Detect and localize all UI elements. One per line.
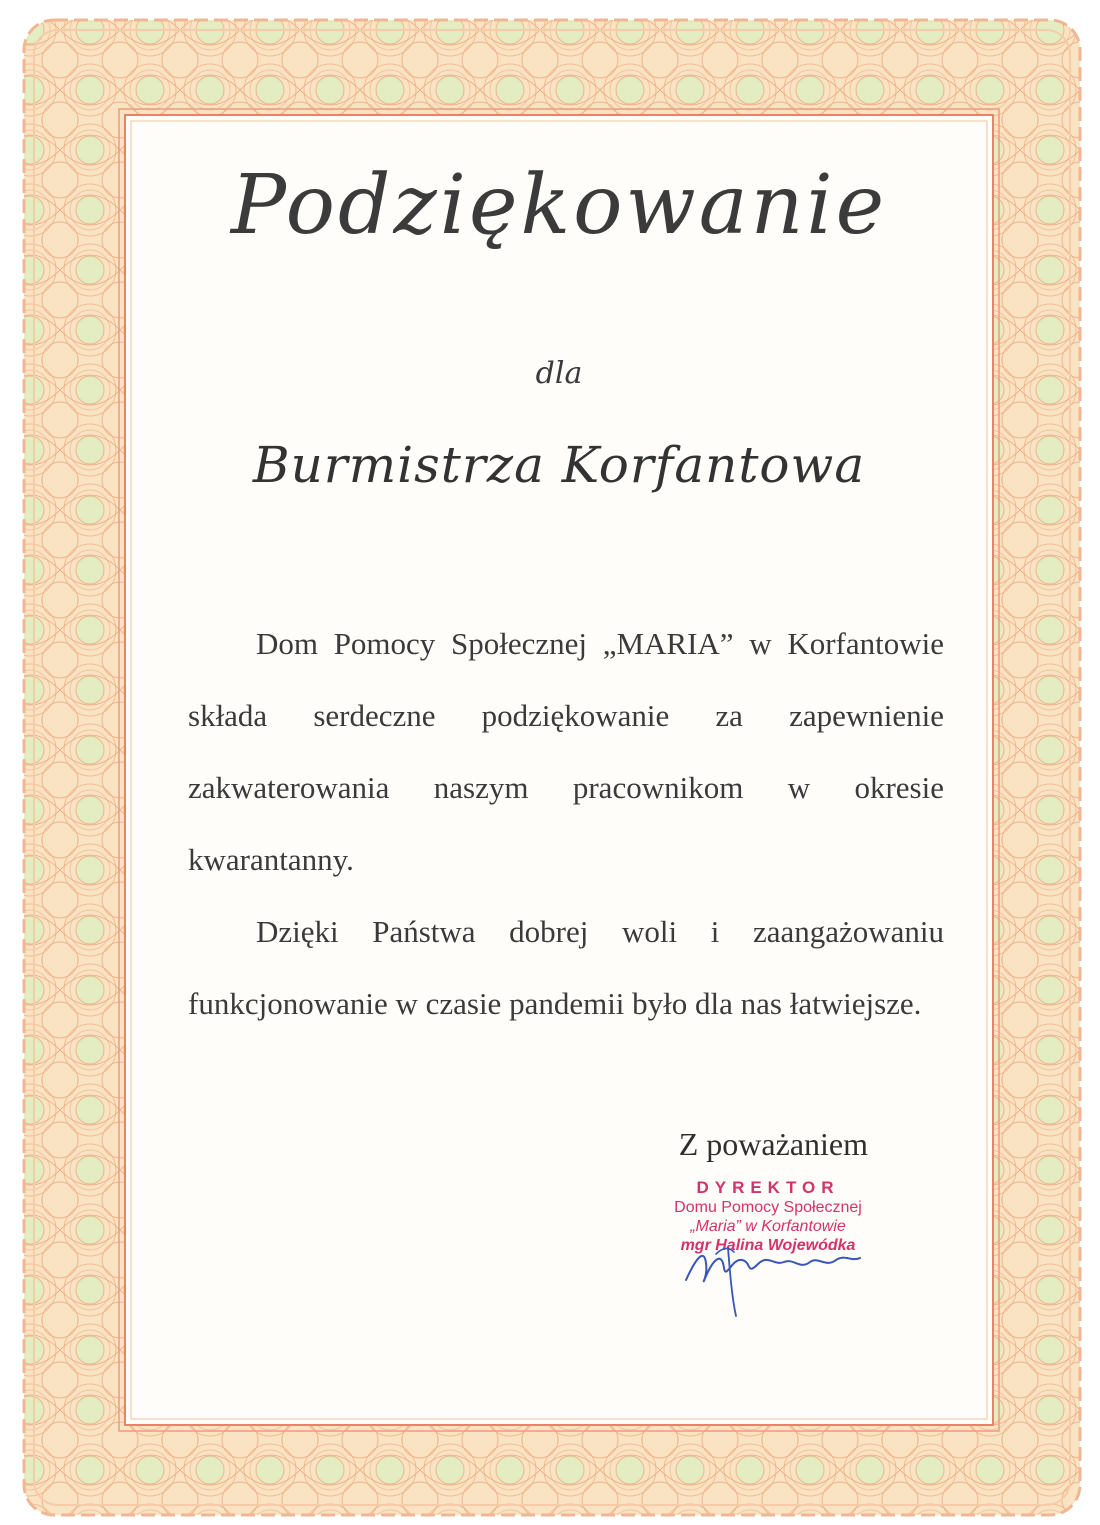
stamp-line-2: „Maria” w Korfantowie [690,1218,846,1235]
stamp-name: mgr Halina Wojewódka [680,1237,856,1254]
stamp-line-1: Domu Pomocy Społecznej [674,1199,862,1216]
certificate-title: Podziękowanie [230,158,888,253]
paragraph-2: Dzięki Państwa dobrej woli i zaangażowaniu funkcjonowanie w czasie pandemii było dla nas łatwiejsze. [188,914,944,1021]
stamp-title: DYREKTOR [696,1178,840,1197]
for-label: dla [535,356,583,391]
recipient-name: Burmistrza Korfantowa [252,436,866,494]
paragraph-1: Dom Pomocy Społecznej „MARIA” w Korfantowie składa serdeczne podziękowanie za zapewnienie zakwaterowania naszym pracownikom w okresie kwarantanny. [188,626,944,877]
body-text [188,608,944,1040]
handwritten-signature [676,1218,866,1318]
certificate-content [128,118,990,1422]
closing-text: Z poważaniem [678,1126,868,1162]
